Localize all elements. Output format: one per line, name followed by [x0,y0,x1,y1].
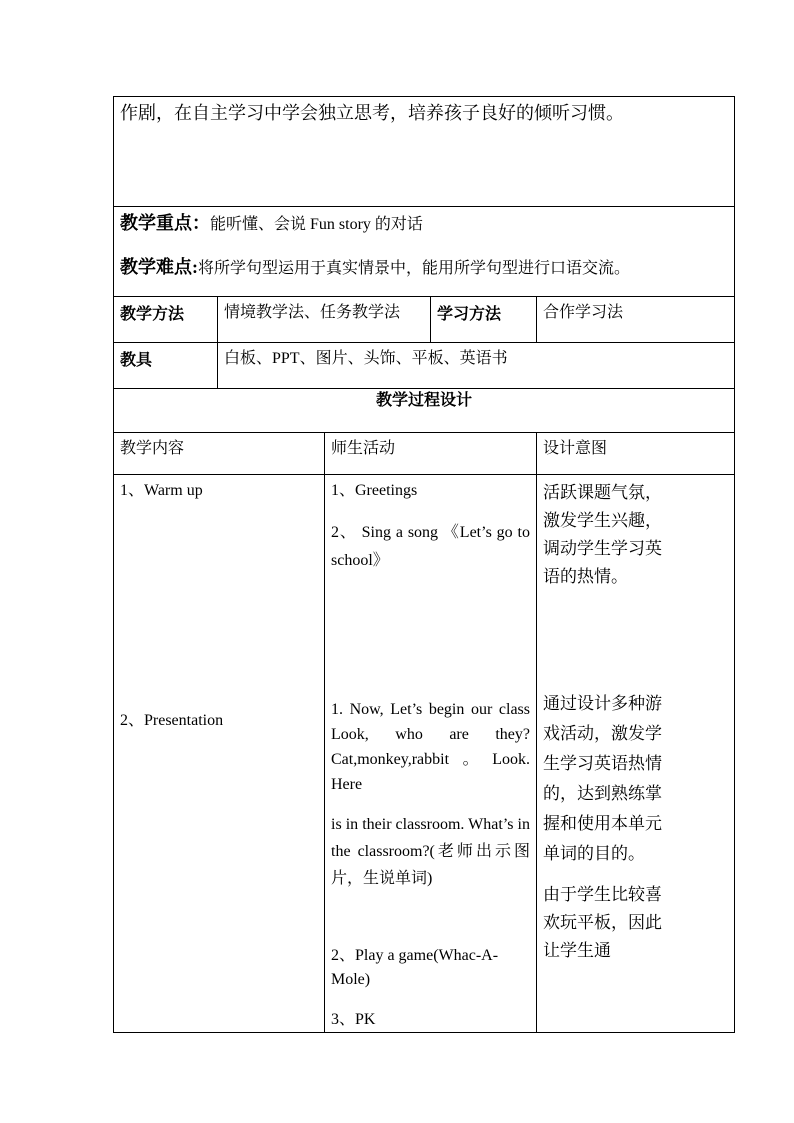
header-content-cell [114,433,325,475]
learn-method-value: 合作学习法 [543,304,624,321]
activity-class-start: 1. Now, Let’s begin our class Look, who are they? Cat,monkey,rabbit。Look. Here [331,701,530,793]
header-content: 教学内容 [120,440,185,457]
aids-value: 白板、PPT、图片、头饰、平板、英语书 [224,350,508,367]
activity-game: 2、Play a game(Whac-A-Mole) [331,947,499,988]
intent-warmup: 活跃课题气氛，激发学生兴趣，调动学生学习英语的热情。 [543,483,662,586]
content-item-warmup: 1、Warm up [120,482,203,499]
intent-presentation: 通过设计多种游戏活动，激发学生学习英语热情的，达到熟练掌握和使用本单元单词的目的。 [543,694,662,863]
teach-method-label-cell [114,297,218,343]
teach-method-label: 教学方法 [120,306,185,323]
aids-label: 教具 [120,352,153,369]
intent-cell [537,475,735,1033]
lesson-plan-table [113,96,735,1033]
content-cell [114,475,325,1033]
aids-value-cell [218,343,735,389]
goal-continued-text: 作剧，在自主学习中学会独立思考，培养孩子良好的倾听习惯。 [120,103,624,123]
process-title-cell [114,389,735,433]
header-intent-cell [537,433,735,475]
activity-classroom: is in their classroom. What’s in the classroom?(老师出示图片，生说单词) [331,816,530,887]
key-point-label: 教学重点： [120,213,210,233]
difficult-point-label: 教学难点: [120,257,198,277]
key-points-cell [114,207,735,297]
intent-tablet: 由于学生比较喜欢玩平板，因此让学生通 [543,885,662,960]
difficult-point-text: 将所学句型运用于真实情景中，能用所学句型进行口语交流。 [198,260,631,277]
process-title: 教学过程设计 [376,392,473,409]
header-activity-cell [325,433,537,475]
activity-pk: 3、PK [331,1011,376,1028]
aids-label-cell [114,343,218,389]
activity-cell [325,475,537,1033]
activity-song: 2、 Sing a song 《Let’s go to school》 [331,524,530,569]
content-item-presentation: 2、Presentation [120,712,224,729]
learn-method-label: 学习方法 [437,306,502,323]
header-intent: 设计意图 [543,440,608,457]
activity-greetings: 1、Greetings [331,482,418,499]
goal-continued-cell [114,97,735,207]
teach-method-value: 情境教学法、任务教学法 [224,304,401,321]
learn-method-value-cell [537,297,735,343]
learn-method-label-cell [431,297,537,343]
key-point-text: 能听懂、会说 Fun story 的对话 [210,216,423,233]
teach-method-value-cell [218,297,431,343]
header-activity: 师生活动 [331,440,396,457]
